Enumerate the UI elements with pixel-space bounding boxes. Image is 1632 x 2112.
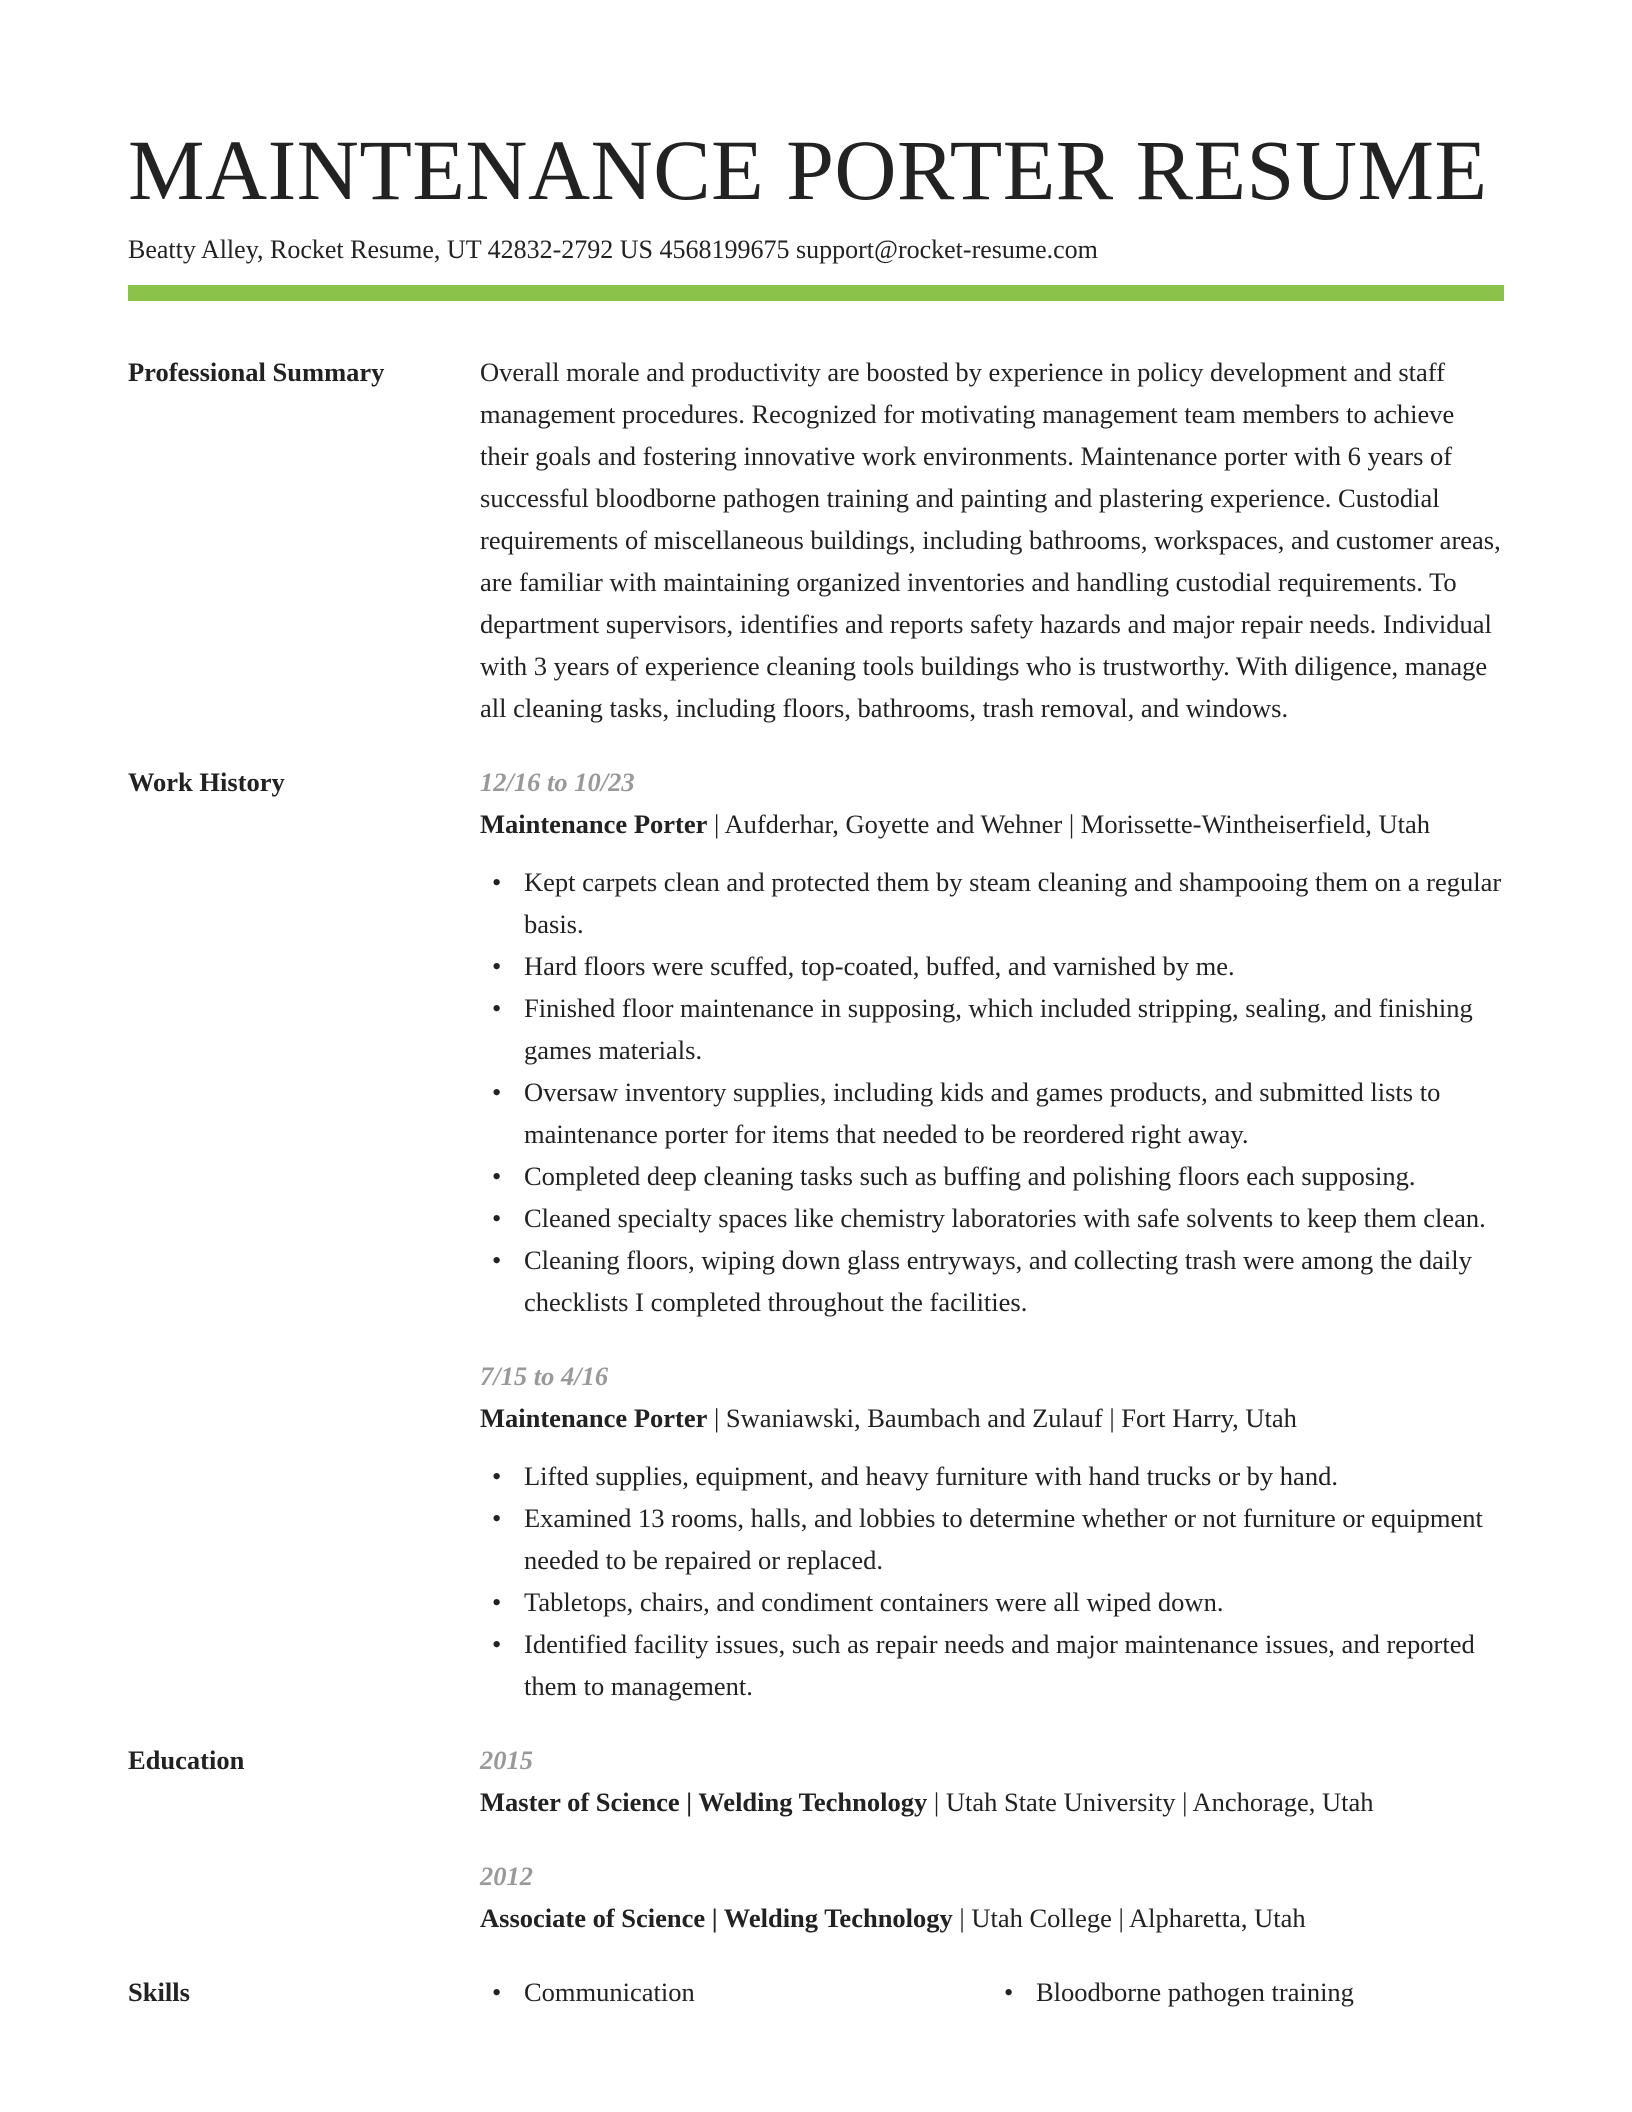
skills-column [480,1971,992,2013]
job-heading [480,1397,1504,1439]
skills-body [480,1971,1504,2013]
job-entry [480,761,1504,1323]
education-entry [480,1855,1504,1939]
job-bullet: • Hard floors were scuffed, top-coated, buffed, and varnished by me. [480,945,1504,987]
job-bullet: • Tabletops, chairs, and condiment containers were all wiped down. [480,1581,1504,1623]
job-employer: | Aufderhar, Goyette and Wehner | Morissette-Wintheiserfield, Utah [707,809,1430,839]
education-degree: Associate of Science | Welding Technology [480,1903,953,1933]
skill-item: • Bloodborne pathogen training [992,1971,1504,2013]
education-body [480,1739,1504,1939]
skills-label: Skills [128,1977,190,2007]
resume-page [128,120,1504,2013]
education-entry [480,1739,1504,1823]
job-bullet: • Cleaned specialty spaces like chemistry laboratories with safe solvents to keep them clean. [480,1197,1504,1239]
job-bullet: • Oversaw inventory supplies, including kids and games products, and submitted lists to maintenance porter for items that needed to be reordered right away. [480,1071,1504,1155]
job-bullet: • Cleaning floors, wiping down glass entryways, and collecting trash were among the daily checklists I completed throughout the facilities. [480,1239,1504,1323]
summary-text: Overall morale and productivity are boosted by experience in policy development and staff management procedures. Recognized for motivating management team members to achieve their goals and fostering innovative work environments. Maintenance porter with 6 years of successful bloodborne pathogen training and painting and plastering experience. Custodial requirements of miscellaneous buildings, including bathrooms, workspaces, and customer areas, are familiar with maintaining organized inventories and handling custodial requirements. To department supervisors, identifies and reports safety hazards and major repair needs. Individual with 3 years of experience cleaning tools buildings who is trustworthy. With diligence, manage all cleaning tasks, including floors, bathrooms, trash removal, and windows. [480,357,1501,723]
summary-label: Professional Summary [128,357,385,387]
job-employer: | Swaniawski, Baumbach and Zulauf | Fort Harry, Utah [707,1403,1297,1433]
education-section [128,1739,1504,1939]
education-school: | Utah College | Alpharetta, Utah [952,1903,1306,1933]
job-heading [480,803,1504,845]
job-bullet: • Lifted supplies, equipment, and heavy furniture with hand trucks or by hand. [480,1455,1504,1497]
skills-section [128,1971,1504,2013]
job-entry [480,1355,1504,1707]
work-history-body [480,761,1504,1707]
header-divider [128,285,1504,301]
job-bullets [480,861,1504,1323]
job-bullet: • Kept carpets clean and protected them by steam cleaning and shampooing them on a regular basis. [480,861,1504,945]
job-bullet: • Identified facility issues, such as repair needs and major maintenance issues, and reported them to management. [480,1623,1504,1707]
summary-section [128,351,1504,729]
job-title: Maintenance Porter [480,1403,708,1433]
job-title: Maintenance Porter [480,809,708,839]
education-year: 2012 [480,1861,533,1891]
page-title: MAINTENANCE PORTER RESUME [128,122,1488,218]
job-bullet: • Finished floor maintenance in supposing, which included stripping, sealing, and finishing games materials. [480,987,1504,1071]
job-dates: 7/15 to 4/16 [480,1361,609,1391]
skills-list [480,1971,992,2013]
education-school: | Utah State University | Anchorage, Utah [927,1787,1374,1817]
education-heading [480,1897,1504,1939]
job-bullet: • Examined 13 rooms, halls, and lobbies to determine whether or not furniture or equipment needed to be repaired or replaced. [480,1497,1504,1581]
education-year: 2015 [480,1745,533,1775]
work-history-label: Work History [128,767,285,797]
contact-line: Beatty Alley, Rocket Resume, UT 42832-2792 US 4568199675 support@rocket-resume.com [128,235,1098,264]
skills-list [992,1971,1504,2013]
job-dates: 12/16 to 10/23 [480,767,635,797]
education-heading [480,1781,1504,1823]
skills-column [992,1971,1504,2013]
job-bullets [480,1455,1504,1707]
work-history-section [128,761,1504,1707]
education-degree: Master of Science | Welding Technology [480,1787,928,1817]
skill-item: • Communication [480,1971,992,2013]
job-bullet: • Completed deep cleaning tasks such as buffing and polishing floors each supposing. [480,1155,1504,1197]
education-label: Education [128,1745,245,1775]
skills-grid [480,1971,1504,2013]
